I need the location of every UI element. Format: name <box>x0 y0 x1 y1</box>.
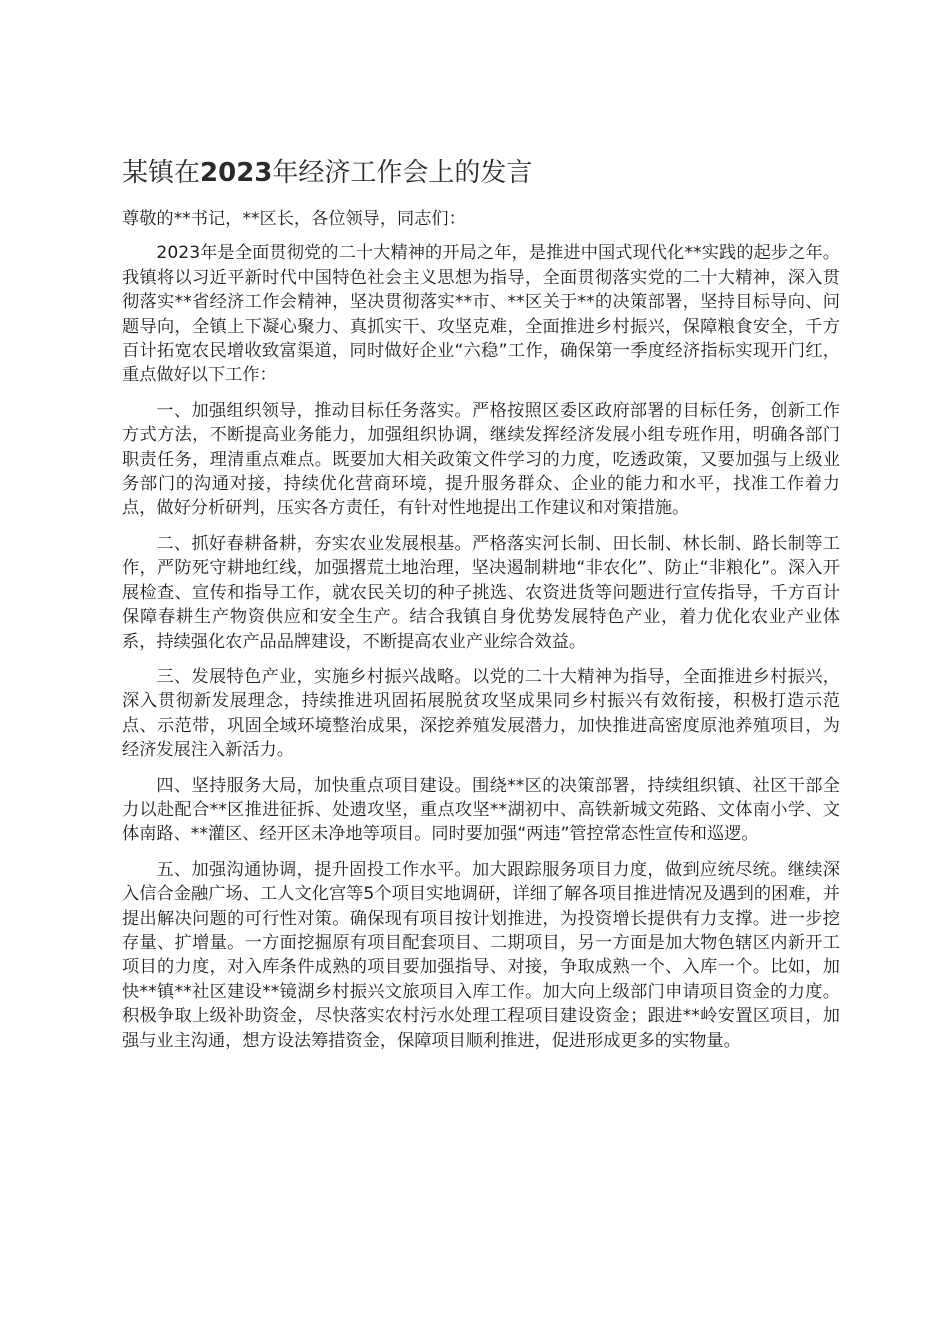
document-body <box>122 207 840 1064</box>
paragraph-section-5: 五、加强沟通协调，提升固投工作水平。加大跟踪服务项目力度，做到应统尽统。继续深入信合金融广场、工人文化宫等5个项目实地调研，详细了解各项目推进情况及遇到的困难，并提出解决问题的可行性对策。确保现有项目按计划推进，为投资增长提供有力支撑。进一步挖存量、扩增量。一方面挖掘原有项目配套项目、二期项目，另一方面是加大物色辖区内新开工项目的力度，对入库条件成熟的项目要加强指导、对接，争取成熟一个、入库一个。比如，加快**镇**社区建设**镜湖乡村振兴文旅项目入库工作。加大向上级部门申请项目资金的力度。积极争取上级补助资金，尽快落实农村污水处理工程项目建设资金；跟进**岭安置区项目，加强与业主沟通，想方设法筹措资金，保障项目顺利推进，促进形成更多的实物量。 <box>122 859 840 1051</box>
title-suffix: 年经济工作会上的发言 <box>272 158 533 188</box>
paragraph-intro: 2023年是全面贯彻党的二十大精神的开局之年，是推进中国式现代化**实践的起步之年。我镇将以习近平新时代中国特色社会主义思想为指导，全面贯彻落实党的二十大精神，深入贯彻落实**省经济工作会精神，坚决贯彻落实**市、**区关于**的决策部署，坚持目标导向、问题导向，全镇上下凝心聚力、真抓实干、攻坚克难，全面推进乡村振兴，保障粮食安全，千方百计拓宽农民增收致富渠道，同时做好企业“六稳”工作，确保第一季度经济指标实现开门红，重点做好以下工作： <box>122 243 840 386</box>
title-year: 2023 <box>200 158 273 188</box>
paragraph-section-2: 二、抓好春耕备耕，夯实农业发展根基。严格落实河长制、田长制、林长制、路长制等工作，严防死守耕地红线，加强撂荒土地治理，坚决遏制耕地“非农化”、防止“非粮化”。深入开展检查、宣传和指导工作，就农民关切的种子挑选、农资进货等问题进行宣传指导，千方百计保障春耕生产物资供应和安全生产。结合我镇自身优势发展特色产业，着力优化农业产业体系，持续强化农产品品牌建设，不断提高农业产业综合效益。 <box>122 533 840 652</box>
document-title <box>122 150 842 196</box>
title-prefix: 某镇在 <box>122 158 201 188</box>
paragraph-section-1: 一、加强组织领导，推动目标任务落实。严格按照区委区政府部署的目标任务，创新工作方式方法，不断提高业务能力，加强组织协调，继续发挥经济发展小组专班作用，明确各部门职责任务，理清重点难点。既要加大相关政策文件学习的力度，吃透政策，又要加强与上级业务部门的沟通对接，持续优化营商环境，提升服务群众、企业的能力和水平，找准工作着力点，做好分析研判，压实各方责任，有针对性地提出工作建议和对策措施。 <box>122 400 840 519</box>
paragraph-section-4: 四、坚持服务大局，加快重点项目建设。围绕**区的决策部署，持续组织镇、社区干部全力以赴配合**区推进征拆、处遗攻坚，重点攻坚**湖初中、高铁新城文苑路、文体南小学、文体南路、**灌区、经开区未净地等项目。同时要加强“两违”管控常态性宣传和巡逻。 <box>122 775 840 845</box>
paragraph-section-3: 三、发展特色产业，实施乡村振兴战略。以党的二十大精神为指导，全面推进乡村振兴，深入贯彻新发展理念，持续推进巩固拓展脱贫攻坚成果同乡村振兴有效衔接，积极打造示范点、示范带，巩固全域环境整治成果，深挖养殖发展潜力，加快推进高密度原池养殖项目，为经济发展注入新活力。 <box>122 666 840 761</box>
salutation: 尊敬的**书记，**区长，各位领导，同志们： <box>122 209 466 229</box>
